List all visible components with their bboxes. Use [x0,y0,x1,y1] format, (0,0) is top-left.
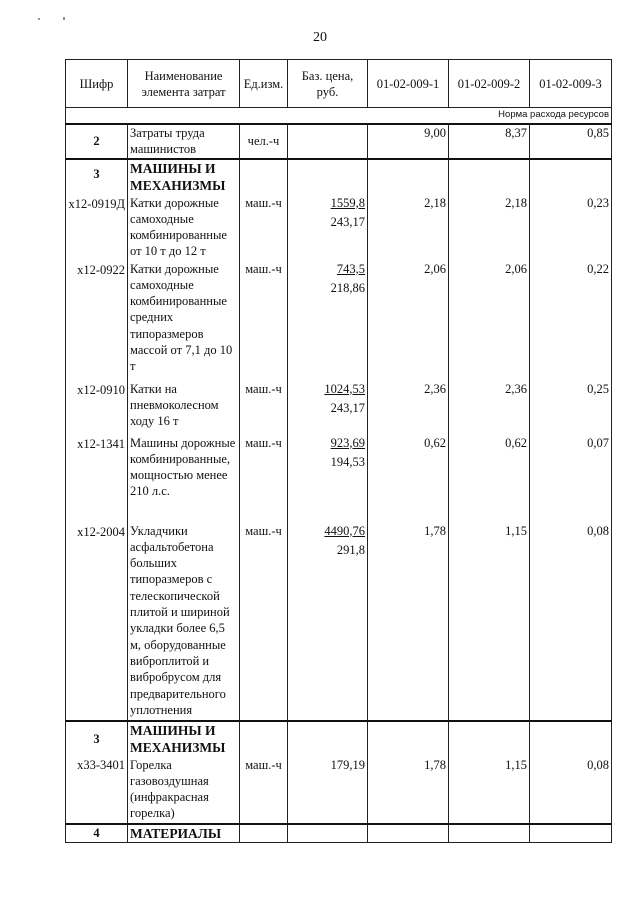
v3-5: 0,08 [587,523,609,538]
machines-section [66,159,612,721]
machines2-codes [66,721,128,824]
code-1: х12-0919Д [68,196,125,211]
price-2-top: 743,5 [336,261,365,276]
machines2-v2 [449,721,530,824]
v2-1: 2,18 [505,195,527,210]
price-2 [290,261,365,381]
scan-speck [38,18,40,20]
v2-5: 1,15 [505,523,527,538]
machines2-code: х33-3401 [77,757,125,772]
name-1: Катки дорожные самоходные комбинированные от 10 т до 12 т [130,195,227,259]
price-2-bottom: 218,86 [330,280,365,295]
unit-1: маш.-ч [245,195,282,210]
machines2-units [240,721,288,824]
unit-3: маш.-ч [245,381,282,396]
name-4: Машины дорожные комбинированные, мощностью менее 210 л.с. [130,435,236,499]
machines-num: 3 [93,166,100,181]
v2-2: 2,06 [505,261,527,276]
price-1 [290,195,365,261]
machines-title: МАШИНЫ И МЕХАНИЗМЫ [130,160,226,193]
labor-num: 2 [66,124,128,159]
scan-speck [63,17,65,20]
norm-row [66,108,612,125]
machines2-v3 [530,721,612,824]
name-3: Катки на пневмоколесном ходу 16 т [130,381,219,429]
v3-3: 0,25 [587,381,609,396]
v2-3: 2,36 [505,381,527,396]
header-col2: 01-02-009-2 [449,60,530,108]
page-number: 20 [313,30,327,45]
labor-v3: 0,85 [530,124,612,159]
code-5: х12-2004 [77,524,125,539]
header-col1: 01-02-009-1 [368,60,449,108]
code-4: х12-1341 [77,436,125,451]
price-4-bottom: 194,53 [330,454,365,469]
machines-v3 [530,159,612,721]
code-3: х12-0910 [77,382,125,397]
price-1-top: 1559,8 [330,195,365,210]
v1-3: 2,36 [424,381,446,396]
v3-2: 0,22 [587,261,609,276]
price-4-top: 923,69 [330,435,365,450]
price-1-bottom: 243,17 [330,214,365,229]
price-5-top: 4490,76 [324,523,365,538]
machines2-unit: маш.-ч [245,757,282,772]
labor-price [288,124,368,159]
v2-4: 0,62 [505,435,527,450]
machines-units [240,159,288,721]
price-5 [290,523,365,559]
labor-v2: 8,37 [449,124,530,159]
machines2-v1-val: 1,78 [424,757,446,772]
machines2-v1 [368,721,449,824]
v1-2: 2,06 [424,261,446,276]
machines-names [128,159,240,721]
price-4 [290,435,365,523]
header-row [66,60,612,108]
labor-v1: 9,00 [368,124,449,159]
labor-row [66,124,612,159]
v3-1: 0,23 [587,195,609,210]
machines-v2 [449,159,530,721]
machines-codes [66,159,128,721]
machines2-title: МАШИНЫ И МЕХАНИЗМЫ [130,722,226,755]
machines2-section [66,721,612,824]
v1-5: 1,78 [424,523,446,538]
materials-row [66,824,612,843]
machines2-name: Горелка газовоздушная (инфракрасная горелка) [130,757,209,821]
unit-5: маш.-ч [245,523,282,538]
machines-v1 [368,159,449,721]
machines2-num: 3 [93,731,100,746]
price-3-top: 1024,53 [324,381,365,396]
labor-name: Затраты труда машинистов [128,124,240,159]
v1-4: 0,62 [424,435,446,450]
unit-2: маш.-ч [245,261,282,276]
resource-table [65,59,612,843]
v1-1: 2,18 [424,195,446,210]
v3-4: 0,07 [587,435,609,450]
name-5: Укладчики асфальтобетона больших типоразмеров с телескопической плитой и шириной укладки более 6,5 м, оборудованные виброплитой и вибробрусом для предварительного уплотнения [130,523,230,717]
machines2-v3-val: 0,08 [587,757,609,772]
price-5-bottom: 291,8 [336,542,365,557]
header-unit: Ед.изм. [240,60,288,108]
header-price: Баз. цена, руб. [288,60,368,108]
machines2-v2-val: 1,15 [505,757,527,772]
labor-unit: чел.-ч [240,124,288,159]
header-col3: 01-02-009-3 [530,60,612,108]
unit-4: маш.-ч [245,435,282,450]
name-2: Катки дорожные самоходные комбинированные средних типоразмеров массой от 7,1 до 10 т [130,261,233,374]
materials-title: МАТЕРИАЛЫ [128,824,240,843]
machines2-names [128,721,240,824]
header-code: Шифр [66,60,128,108]
price-3 [290,381,365,435]
machines2-price: 179,19 [330,757,365,772]
header-name: Наименование элемента затрат [128,60,240,108]
code-2: х12-0922 [77,262,125,277]
price-3-bottom: 243,17 [330,400,365,415]
machines2-prices [288,721,368,824]
machines-prices [288,159,368,721]
materials-num: 4 [66,824,128,843]
norm-label: Норма расхода ресурсов [66,108,612,125]
